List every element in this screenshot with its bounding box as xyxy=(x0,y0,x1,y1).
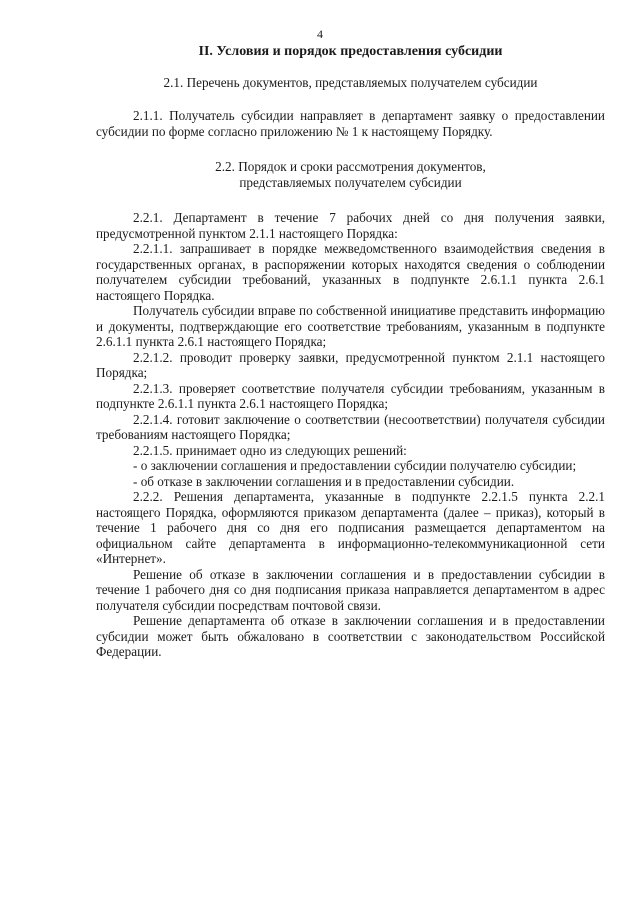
subsection-2-1-body xyxy=(96,108,605,139)
paragraph: Решение департамента об отказе в заключении соглашения и в предоставлении субсидии может быть обжаловано в соответствии с законодательством Российской Федерации. xyxy=(96,613,605,659)
list-item: - об отказе в заключении соглашения и в предоставлении субсидии. xyxy=(133,473,515,489)
subsection-title-2-1: 2.1. Перечень документов, представляемых получателем субсидии xyxy=(163,74,538,90)
subsection-title-line: 2.2. Порядок и сроки рассмотрения документов, xyxy=(215,159,486,174)
paragraph: Получатель субсидии вправе по собственной инициативе представить информацию и документы, подтверждающие его соответствие требованиям, указанным в подпункте 2.6.1.1 пункта 2.6.1 настоящего Порядка; xyxy=(96,303,605,349)
paragraph: 2.2.1.5. принимает одно из следующих решений: xyxy=(133,442,407,458)
subsection-title-2-2 xyxy=(96,159,605,190)
document-body xyxy=(96,44,605,660)
paragraph: 2.1.1. Получатель субсидии направляет в департамент заявку о предоставлении субсидии по форме согласно приложению № 1 к настоящему Порядку. xyxy=(96,108,605,139)
paragraph: 2.2.1. Департамент в течение 7 рабочих дней со дня получения заявки, предусмотренной пунктом 2.1.1 настоящего Порядка: xyxy=(96,210,605,241)
page-number: 4 xyxy=(317,27,323,41)
paragraph: 2.2.1.1. запрашивает в порядке межведомственного взаимодействия сведения в государственных органах, в распоряжении которых находятся сведения о соблюдении получателем субсидии требований, указанных в подпункте 2.6.1.1 пункта 2.6.1 настоящего Порядка. xyxy=(96,241,605,303)
paragraph: 2.2.1.2. проводит проверку заявки, предусмотренной пунктом 2.1.1 настоящего Порядка; xyxy=(96,349,605,380)
paragraph: 2.2.2. Решения департамента, указанные в подпункте 2.2.1.5 пункта 2.2.1 настоящего Порядка, оформляются приказом департамента (далее – приказ), который в течение 1 рабочего дня со дня его подписания размещается департаментом на официальном сайте департамента в информационно-телекоммуникационной сети «Интернет». xyxy=(96,489,605,566)
list-item: - о заключении соглашения и предоставлении субсидии получателю субсидии; xyxy=(133,458,577,473)
paragraph: 2.2.1.3. проверяет соответствие получателя субсидии требованиям, указанным в подпункте 2.6.1.1 пункта 2.6.1 настоящего Порядка; xyxy=(96,380,605,411)
subsection-2-2-body xyxy=(96,210,605,660)
paragraph: Решение об отказе в заключении соглашения и в предоставлении субсидии в течение 1 рабочего дня со дня подписания приказа направляется департаментом в адрес получателя субсидии посредствам почтовой связи. xyxy=(96,566,605,613)
paragraph: 2.2.1.4. готовит заключение о соответствии (несоответствии) получателя субсидии требованиям настоящего Порядка; xyxy=(96,411,605,442)
section-title: II. Условия и порядок предоставления субсидии xyxy=(198,44,503,59)
subsection-title-line: представляемых получателем субсидии xyxy=(239,174,462,190)
